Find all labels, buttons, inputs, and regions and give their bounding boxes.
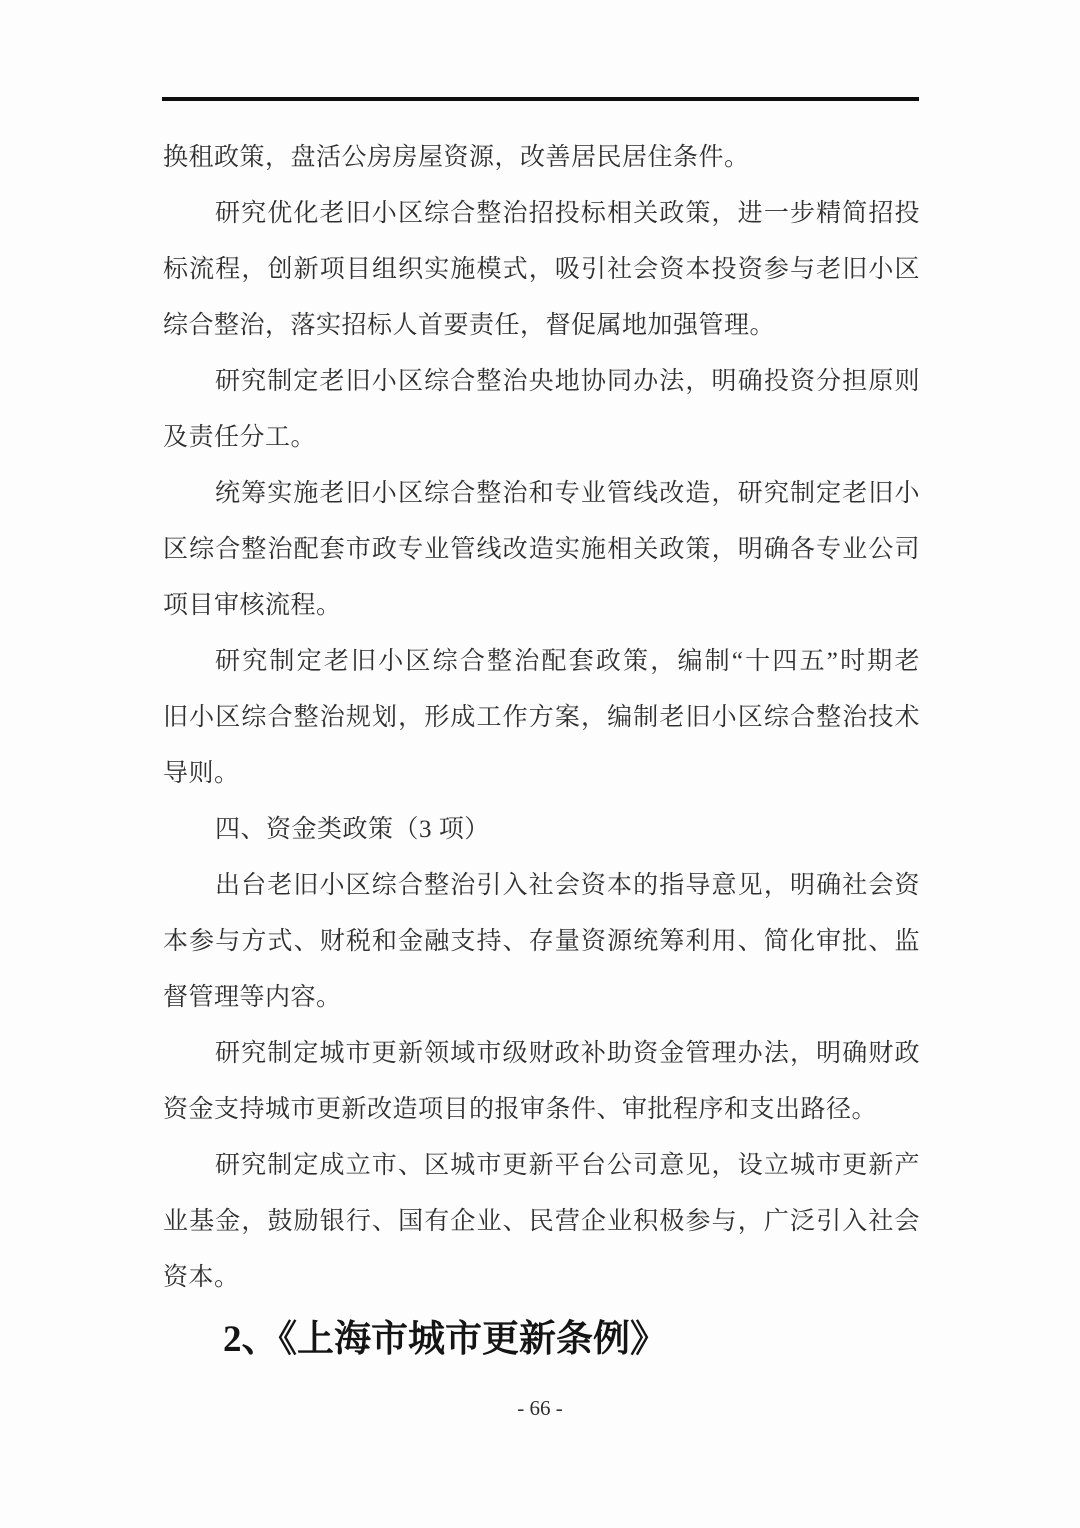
text-line: 旧小区综合整治规划，形成工作方案，编制老旧小区综合整治技术 [163, 704, 920, 731]
text-line: 标流程，创新项目组织实施模式，吸引社会资本投资参与老旧小区 [163, 256, 920, 283]
document-body [163, 130, 920, 1368]
text-line: 资金支持城市更新改造项目的报审条件、审批程序和支出路径。 [163, 1096, 878, 1123]
section-four-title-line: 四、资金类政策（3 项） [215, 816, 490, 843]
text-line: 统筹实施老旧小区综合整治和专业管线改造，研究制定老旧小 [215, 480, 920, 507]
text-line: 研究制定成立市、区城市更新平台公司意见，设立城市更新产 [215, 1152, 920, 1179]
text-line: 研究制定老旧小区综合整治配套政策，编制“十四五”时期老 [215, 648, 920, 675]
text-line: 研究制定老旧小区综合整治央地协同办法，明确投资分担原则 [215, 368, 920, 395]
text-line: 本参与方式、财税和金融支持、存量资源统筹利用、简化审批、监 [163, 928, 920, 955]
text-line: 及责任分工。 [163, 424, 317, 451]
text-line: 研究优化老旧小区综合整治招投标相关政策，进一步精简招投 [215, 200, 920, 227]
text-line: 项目审核流程。 [163, 592, 342, 619]
text-line: 综合整治，落实招标人首要责任，督促属地加强管理。 [163, 312, 776, 339]
text-line: 导则。 [163, 760, 240, 787]
text-line: 区综合整治配套市政专业管线改造实施相关政策，明确各专业公司 [163, 536, 920, 563]
text-line: 业基金，鼓励银行、国有企业、民营企业积极参与，广泛引入社会 [163, 1208, 920, 1235]
text-line: 研究制定城市更新领域市级财政补助资金管理办法，明确财政 [215, 1040, 920, 1067]
text-line: 出台老旧小区综合整治引入社会资本的指导意见，明确社会资 [215, 872, 920, 899]
text-line: 资本。 [163, 1264, 240, 1291]
text-line: 换租政策，盘活公房房屋资源，改善居民居住条件。 [163, 144, 750, 171]
section-heading: 2、《上海市城市更新条例》 [223, 1319, 667, 1360]
page-number: - 66 - [517, 1396, 563, 1420]
header-divider [162, 97, 919, 101]
text-line: 督管理等内容。 [163, 984, 342, 1011]
